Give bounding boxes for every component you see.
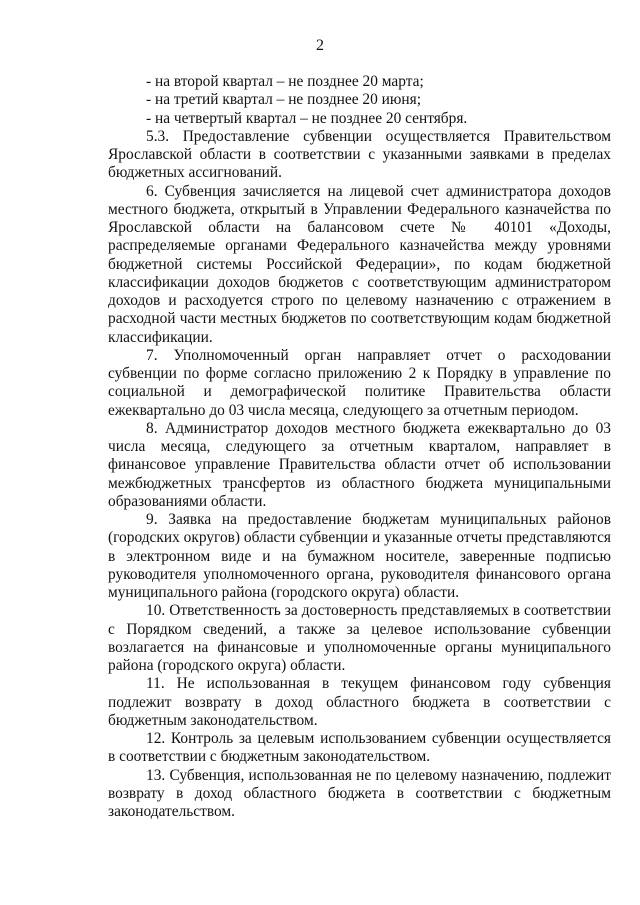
document-body [108, 73, 611, 821]
paragraph-8: 8. Администратор доходов местного бюджета ежеквартально до 03 числа месяца, следующего за отчетным кварталом, направляет в финансовое управление Правительства области отчет об использовании межбюджетных трансфертов из областного бюджета муниципальными образованиями области. [108, 419, 611, 510]
paragraph-12: 12. Контроль за целевым использованием субвенции осуществляется в соответствии с бюджетным законодательством. [108, 730, 611, 766]
page-number: 2 [316, 37, 324, 54]
paragraph-11: 11. Не использованная в текущем финансовом году субвенция подлежит возврату в доход областного бюджета в соответствии с бюджетным законодательством. [108, 675, 611, 729]
paragraph-9: 9. Заявка на предоставление бюджетам муниципальных районов (городских округов) области субвенции и указанные отчеты представляются в электронном виде и на бумажном носителе, заверенные подписью руководителя уполномоченного органа, руководителя финансового органа муниципального района (городского округа) области. [108, 511, 611, 601]
paragraph-6: 6. Субвенция зачисляется на лицевой счет администратора доходов местного бюджета, открытый в Управлении Федерального казначейства по Ярославской области на балансовом счете № 40101 «Доходы, распределяемые органами Федерального казначейства между уровнями бюджетной системы Российской Федерации», по кодам бюджетной классификации доходов бюджетов с соответствующим администратором доходов и расходуется строго по целевому назначению с отражением в расходной части местных бюджетов по соответствующим кодам бюджетной классификации. [108, 182, 611, 346]
paragraph-deadline-q3: - на третий квартал – не позднее 20 июня; [146, 91, 421, 109]
paragraph-13: 13. Субвенция, использованная не по целевому назначению, подлежит возврату в доход областного бюджета в соответствии с бюджетным законодательством. [108, 766, 611, 820]
paragraph-5-3: 5.3. Предоставление субвенции осуществляется Правительством Ярославской области в соответствии с указанными заявками в пределах бюджетных ассигнований. [108, 127, 611, 182]
paragraph-deadline-q4: - на четвертый квартал – не позднее 20 сентября. [146, 109, 468, 127]
paragraph-10: 10. Ответственность за достоверность представляемых в соответствии с Порядком сведений, а также за целевое использование субвенции возлагается на финансовые и уполномоченные органы муниципального района (городского округа) области. [108, 602, 611, 674]
paragraph-7: 7. Уполномоченный орган направляет отчет о расходовании субвенции по форме согласно приложению 2 к Порядку в управление по социальной и демографической политике Правительства области ежеквартально до 03 числа месяца, следующего за отчетным периодом. [108, 346, 611, 419]
paragraph-deadline-q2: - на второй квартал – не позднее 20 марта; [146, 73, 424, 90]
